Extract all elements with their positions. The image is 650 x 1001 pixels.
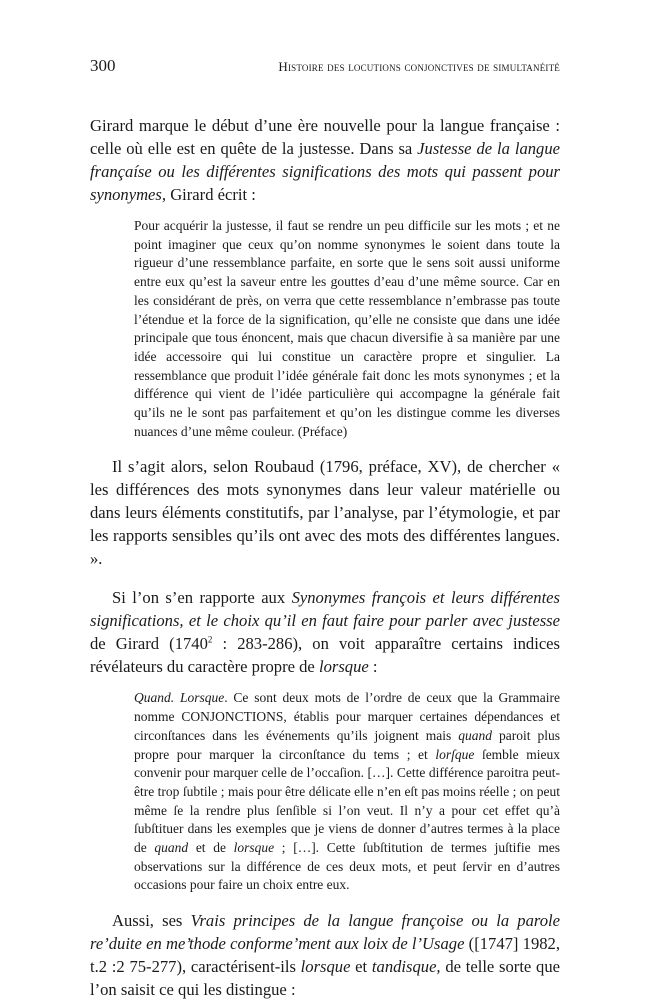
- quote-2-text-1: . Ce sont deux mots de l’ordre de ceux que la Grammaire nomme CONJONCTIONS, établis pour marquer certaines dépendances et circonſtances dans les événements qu’ils joignent mais: [134, 690, 560, 743]
- quote-2-word-4: lorsque: [233, 840, 275, 856]
- term-lorsque-2: lorsque: [300, 957, 351, 977]
- quote-2-text-5: ; […]. Cette ſubſtitution de termes juſtifie mes observations sur la différence de ces deux mots, et peut ſervir en d’autres occasions pour faire un choix entre eux.: [134, 840, 560, 893]
- paragraph-3-text-b: de Girard (1740: [90, 634, 208, 654]
- quote-2-text-3: ſemble mieux convenir pour marquer celle de l’occaſion. […]. Cette différence paroitra peut-être trop ſubtile ; mais pour être délicate elle n’en eſt pas moins réelle ; on peut même ſe la rendre plus ſenſible si l’on veut. Il n’y a pour cet effet qu’à ſubſtituer dans les exemples que je viens de donner d’autres termes à la place de: [134, 746, 560, 856]
- paragraph-2: Il s’agit alors, selon Roubaud (1796, préface, XV), de chercher « les différences des mots synonymes dans leur valeur matérielle ou dans leurs éléments constitutifs, par l’analyse, par l’étymologie, et par les rapports sensibles qu’ils ont avec des mots des différentes langues. ».: [90, 457, 560, 569]
- quote-2-lead: Quand. Lorsque: [134, 690, 225, 706]
- paragraph-4-text-a: Aussi, ses: [112, 911, 191, 931]
- term-lorsque: lorsque: [318, 657, 369, 677]
- work-title-synonymes: Synonymes françois et leurs différentes significations, et le choix qu’il en faut faire pour parler avec justesse: [90, 588, 560, 631]
- paragraph-1-text-b: , Girard écrit :: [161, 185, 256, 204]
- quote-2-word-2: lorſque: [435, 746, 475, 762]
- page-body: [90, 114, 560, 1001]
- paragraph-4: [90, 909, 560, 1001]
- quote-2-text-4: et de: [188, 840, 234, 856]
- running-head: Histoire des locutions conjonctives de simultanéité: [278, 59, 560, 74]
- block-quote-2: [134, 689, 560, 895]
- quote-2-text-2: paroit plus propre pour marquer la circonſtance du tems ; et: [134, 727, 560, 762]
- block-quote-1: Pour acquérir la justesse, il faut se rendre un peu difficile sur les mots ; et ne point imaginer que ceux qu’on nomme synonymes le soient dans toute la rigueur d’une ressemblance parfaite, en sorte que le sens soit aussi uniforme entre eux qu’est la saveur entre les gouttes d’eau d’une même source. Car en les considérant de près, on verra que cette ressemblance n’embrasse pas toute l’étendue et la force de la signification, qu’elle ne consiste que dans une idée principale que tous énoncent, mais que chacun diversifie à sa manière par une idée accessoire qui lui constitue un caractère propre et singulier. La ressemblance que produit l’idée générale fait donc les mots synonymes ; et la différence qui vient de l’idée particulière qui accompagne la générale fait qu’ils ne le sont pas parfaitement et qu’on les distingue comme les diverses nuances d’une même couleur. (Préface): [134, 218, 560, 439]
- paragraph-4-text-d: de telle sorte que l’on saisit ce qui les distingue :: [90, 957, 560, 1000]
- paragraph-3-text-c: : 283-286), on voit apparaître certains indices révélateurs du caractère propre de: [90, 634, 561, 677]
- work-title-justesse: Justesse de la langue françaíse ou les différentes significations des mots qui passent pour synonymes: [90, 139, 560, 204]
- paragraph-1-text-a: Girard marque le début d’une ère nouvelle pour la langue française : celle où elle est en quête de la justesse. Dans sa: [90, 116, 560, 158]
- quote-2-word-1: quand: [458, 727, 492, 743]
- paragraph-1: [90, 114, 560, 206]
- quote-2-word-3: quand: [154, 840, 189, 856]
- work-title-vrais-principes: Vrais principes de la langue françoise ou la parole re’duite en me’thode conforme’ment aux loix de l’Usage: [90, 911, 560, 954]
- paragraph-3-text-a: Si l’on s’en rapporte aux: [112, 588, 292, 608]
- paragraph-4-text-b: ([1747] 1982, t.2 :2 75-277), caractérisent-ils: [90, 934, 560, 977]
- paragraph-3: [90, 586, 560, 678]
- paragraph-3-text-d: :: [368, 657, 378, 677]
- term-tandisque: tandisque,: [371, 957, 441, 977]
- page-number: 300: [90, 56, 116, 75]
- paragraph-4-text-c: et: [350, 957, 372, 977]
- page-header: [90, 56, 560, 76]
- edition-superscript: 2: [207, 634, 213, 645]
